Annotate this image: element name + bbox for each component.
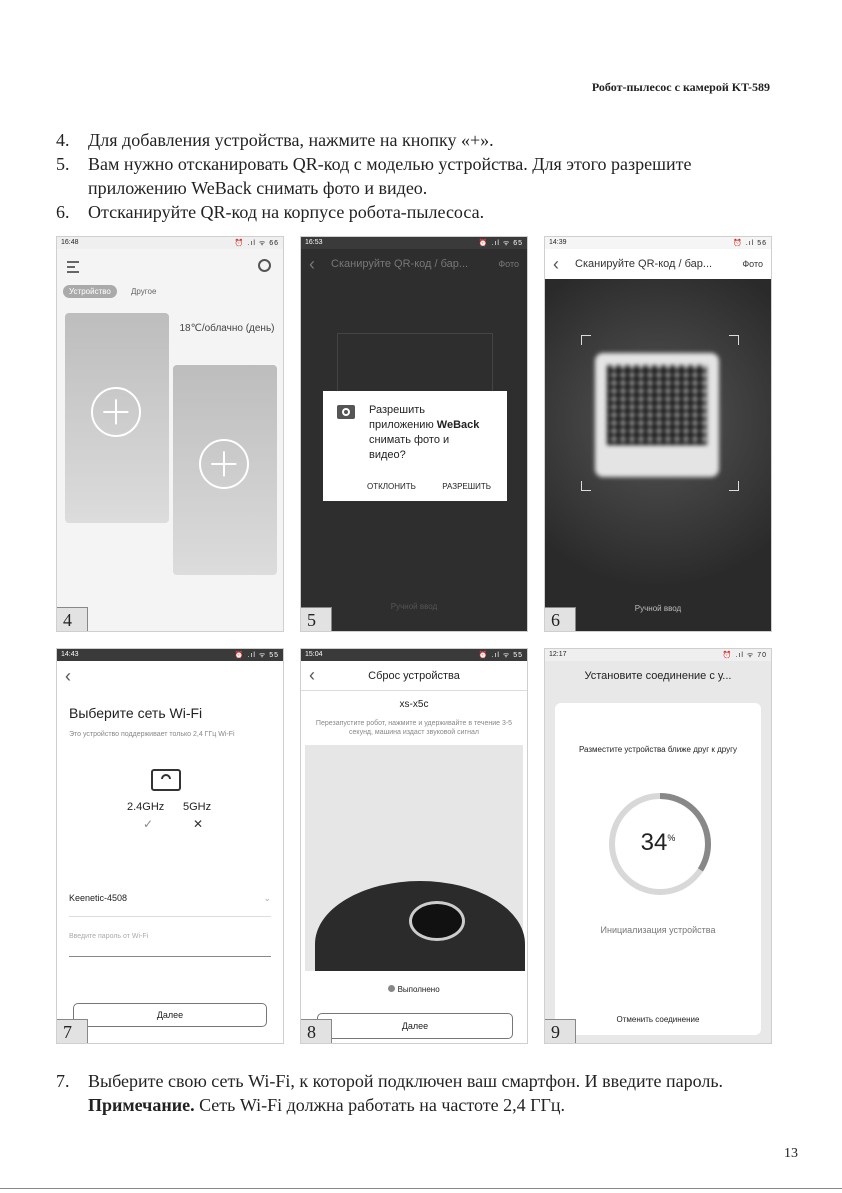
page-title: Выберите сеть Wi-Fi	[69, 705, 203, 721]
figure-tag: 9	[545, 1019, 576, 1043]
band-5: 5GHz	[183, 801, 212, 813]
model-name: xs-x5c	[399, 699, 429, 710]
status-bar: 14:43 ⏰ .ıl ᯤ 55	[57, 649, 283, 661]
step-7: 7. Выберите свою сеть Wi-Fi, к которой подключен ваш смартфон. И введите пароль. Примечание. Сеть Wi-Fi должна работать на частоте 2,4 ГГц.	[56, 1071, 724, 1115]
subtitle: Это устройство поддерживает только 2,4 ГГц Wi-Fi	[69, 731, 235, 738]
step-5: 5. Вам нужно отсканировать QR-код с моделью устройства. Для этого разрешите приложению WeBack снимать фото и видео.	[56, 154, 692, 198]
network-select[interactable]: Keenetic-4508 ⌄	[69, 893, 271, 917]
screenshot-8	[300, 648, 528, 1044]
page-title: Сканируйте QR-код / бар...	[331, 258, 469, 270]
page-header: Робот-пылесос с камерой KT-589	[591, 80, 770, 94]
cancel-connection-link[interactable]: Отменить соединение	[616, 1015, 700, 1024]
status-text: Инициализация устройства	[600, 925, 716, 935]
tab-other[interactable]: Другое	[131, 287, 157, 296]
status-bar: 15:04 ⏰ .ıl ᯤ 55	[301, 649, 527, 661]
band-24: 2.4GHz	[127, 801, 165, 813]
figure-tag: 8	[301, 1019, 332, 1043]
hint-text: Разместите устройства ближе друг к другу	[578, 745, 738, 754]
nav-bar	[545, 661, 771, 691]
progress-value: 34%	[640, 829, 676, 856]
allow-button[interactable]: РАЗРЕШИТЬ	[442, 482, 491, 491]
nav-bar	[545, 249, 771, 279]
figure-tag: 4	[57, 607, 88, 631]
status-bar: 12:17 ⏰ .ıl ᯤ 70	[545, 649, 771, 661]
deny-button[interactable]: ОТКЛОНИТЬ	[367, 482, 416, 491]
next-button[interactable]: Далее	[73, 1003, 267, 1027]
add-device-card-2[interactable]	[173, 365, 277, 575]
photo-button[interactable]: Фото	[498, 259, 519, 269]
page-title: Установите соединение с у...	[584, 670, 732, 682]
qr-code-label	[595, 353, 719, 477]
page-title: Сканируйте QR-код / бар...	[575, 258, 713, 270]
back-icon[interactable]: ‹	[309, 665, 315, 685]
nav-bar	[57, 661, 283, 691]
back-icon[interactable]: ‹	[309, 253, 315, 274]
figure-tag: 7	[57, 1019, 88, 1043]
add-device-card-1[interactable]	[65, 313, 169, 523]
figure-tag: 6	[545, 607, 576, 631]
done-status: Выполнено	[301, 985, 527, 994]
manual-input-link[interactable]: Ручной ввод	[634, 604, 682, 613]
page-number: 13	[784, 1146, 798, 1161]
screenshot-4	[56, 236, 284, 632]
next-button[interactable]: Далее	[317, 1013, 513, 1039]
step-6: 6. Отсканируйте QR-код на корпусе робота-пылесоса.	[56, 202, 485, 222]
screenshot-9	[544, 648, 772, 1044]
chevron-down-icon: ⌄	[263, 893, 271, 903]
menu-icon[interactable]	[67, 261, 79, 273]
step-4: 4. Для добавления устройства, нажмите на кнопку «+».	[56, 130, 494, 150]
robot-image	[305, 745, 523, 971]
back-icon[interactable]: ‹	[65, 665, 71, 686]
footer-divider	[0, 1188, 842, 1189]
check-icon: ✓	[143, 817, 154, 831]
status-bar: 16:48 ⏰ .ıl ᯤ 66	[57, 237, 283, 249]
steps-list	[56, 128, 786, 224]
manual-input-link[interactable]: Ручной ввод	[390, 602, 438, 611]
router-icon	[151, 769, 181, 791]
message-icon[interactable]	[258, 259, 271, 272]
instruction-text: Перезапустите робот, нажмите и удерживайте в течение 3-5 секунд, машина издаст звуковой сигнал	[315, 720, 513, 736]
permission-dialog	[323, 391, 507, 501]
tab-device[interactable]: Устройство	[63, 285, 117, 298]
status-bar: 14:39 ⏰ .ıl 56	[545, 237, 771, 249]
screenshot-7	[56, 648, 284, 1044]
cross-icon: ✕	[193, 817, 204, 831]
page-title: Сброс устройства	[368, 669, 460, 682]
check-circle-icon	[388, 985, 395, 992]
connection-card	[555, 703, 761, 1035]
status-bar: 16:53 ⏰ .ıl ᯤ 65	[301, 237, 527, 249]
nav-bar	[301, 249, 527, 279]
back-icon[interactable]: ‹	[553, 253, 559, 274]
photo-button[interactable]: Фото	[742, 259, 763, 269]
nav-bar	[301, 661, 527, 691]
plus-icon[interactable]	[199, 439, 249, 489]
weather-text: 18℃/облачно (день)	[179, 323, 275, 334]
dialog-text: Разрешить приложению WeBack снимать фото и видео?	[369, 404, 480, 461]
screenshot-6	[544, 236, 772, 632]
password-input[interactable]: Введите пароль от Wi-Fi	[69, 933, 271, 957]
screenshot-5	[300, 236, 528, 632]
figure-tag: 5	[301, 607, 332, 631]
camera-icon	[337, 405, 355, 419]
plus-icon[interactable]	[91, 387, 141, 437]
